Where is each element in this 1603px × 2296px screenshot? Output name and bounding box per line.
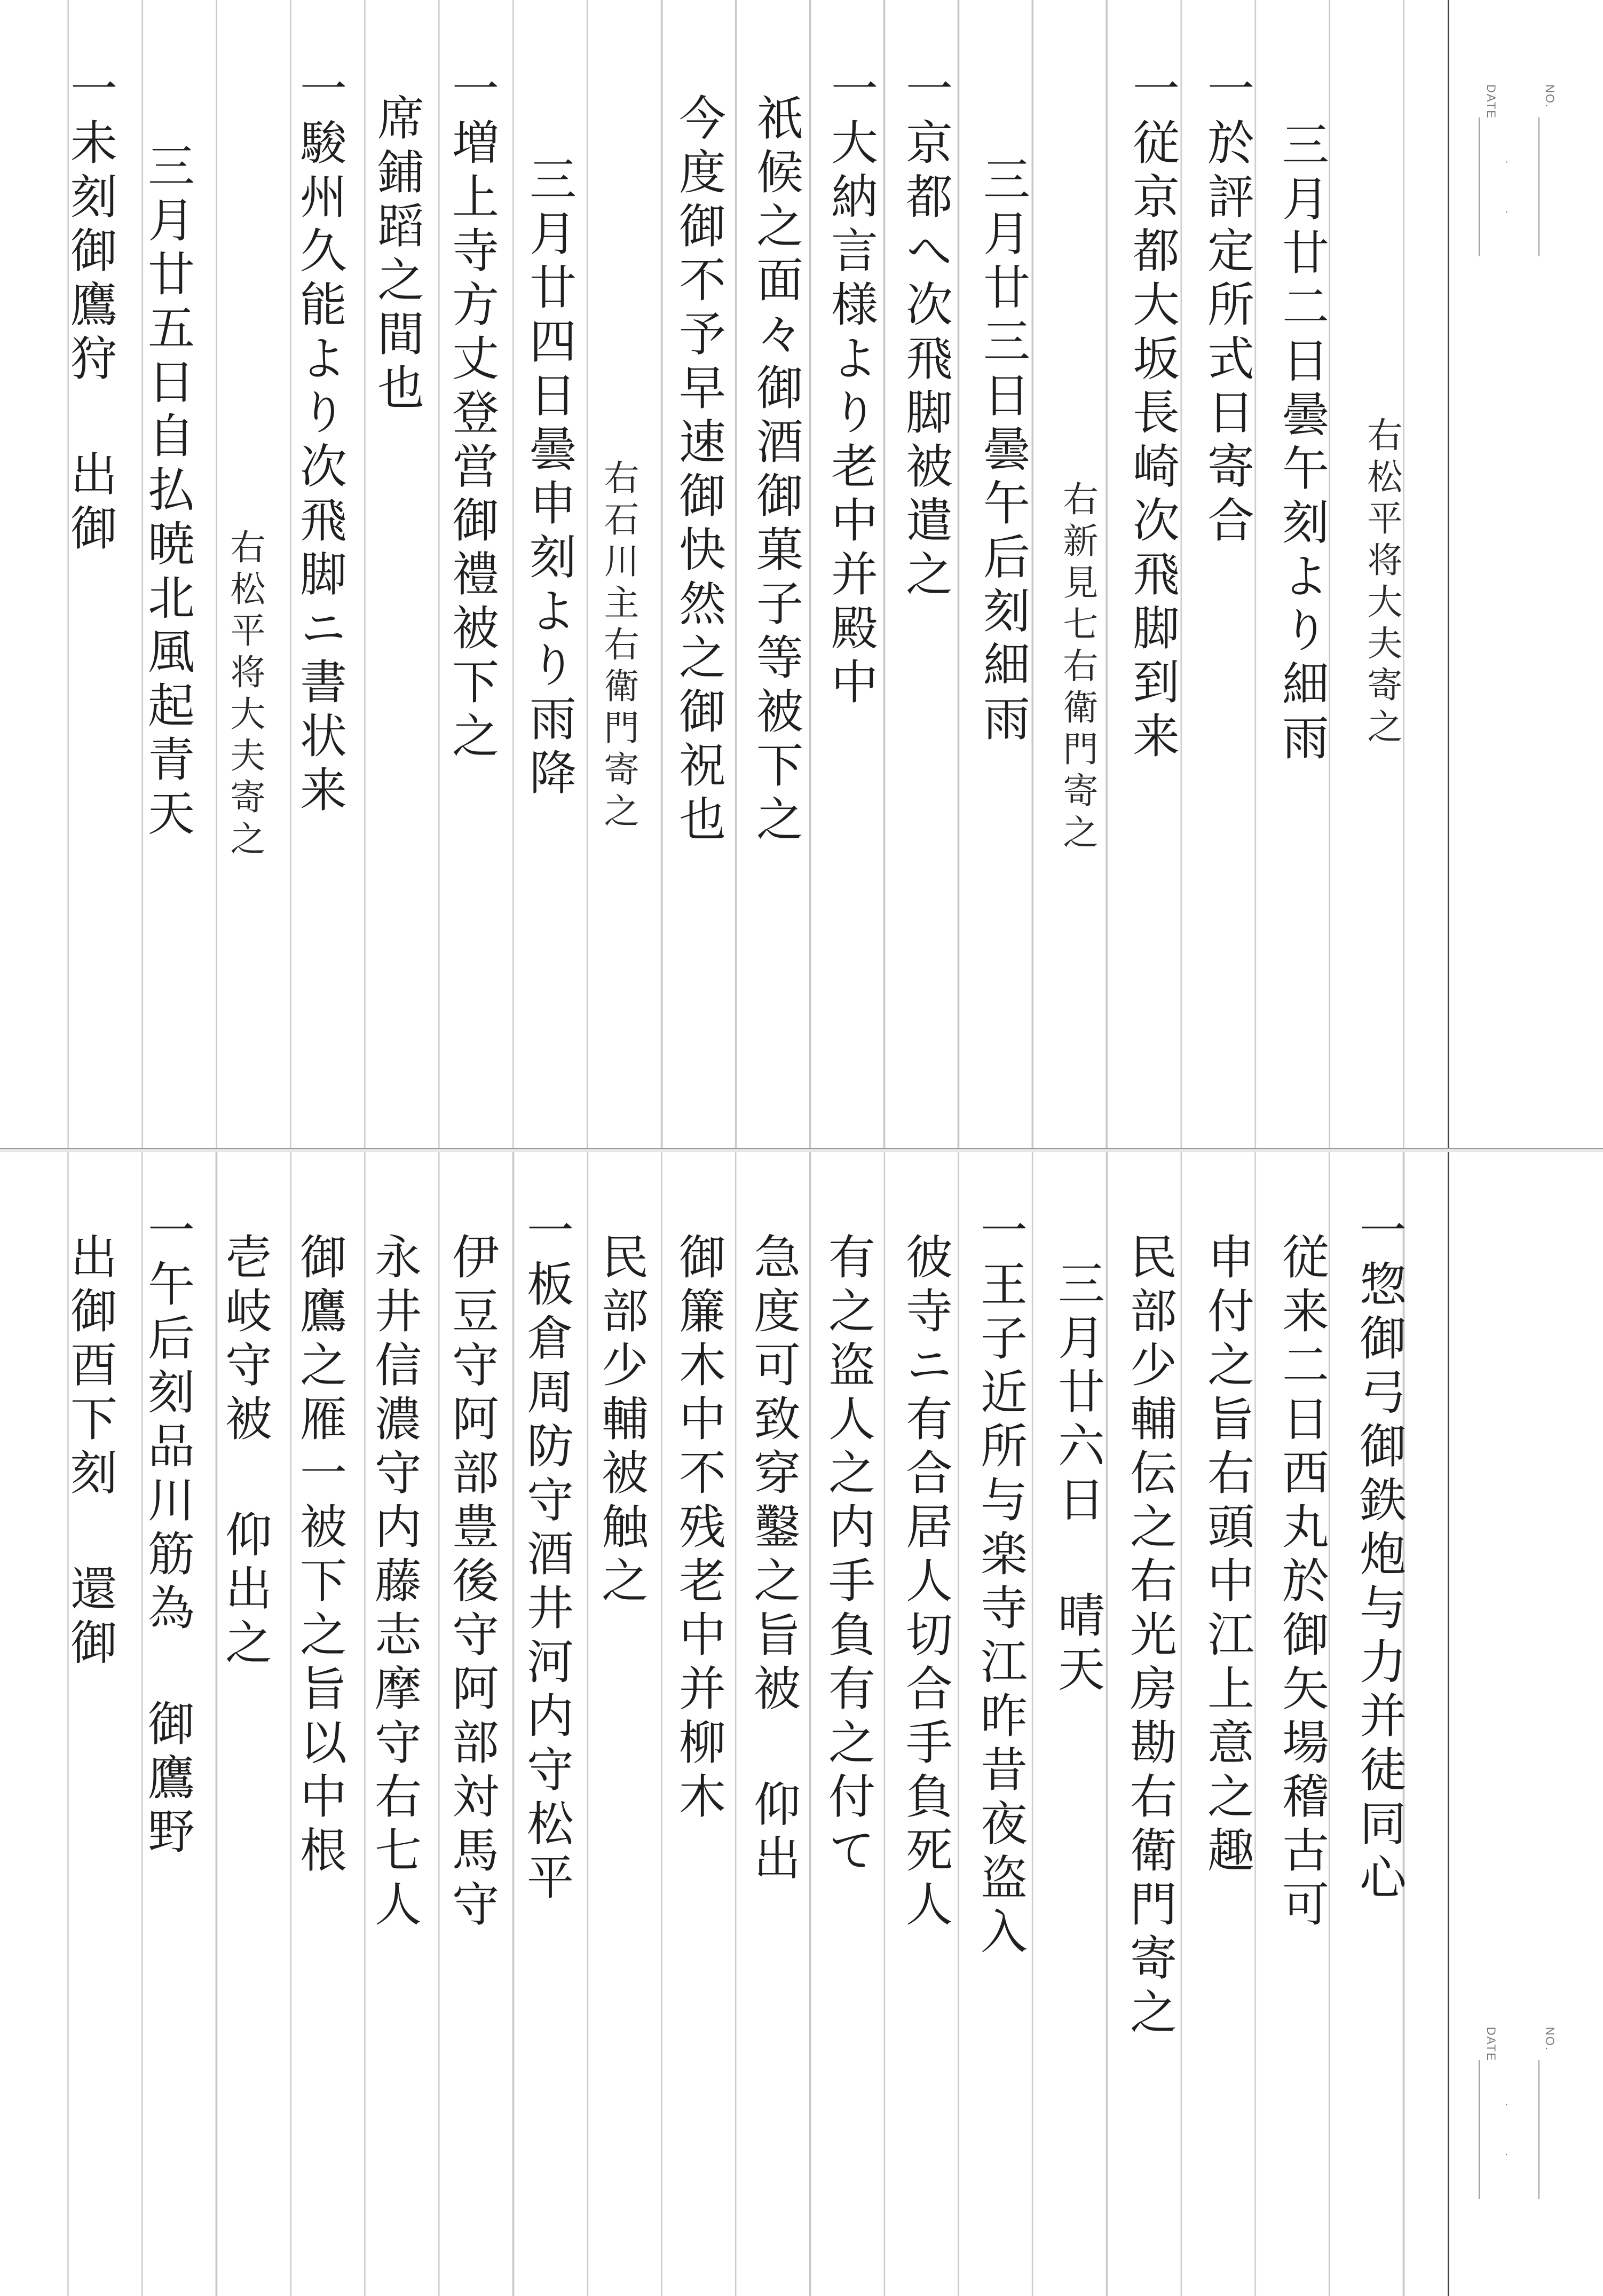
date-dots: · · (1501, 2103, 1514, 2178)
text-line: 一惣御弓御鉄炮与力并徒同心 (1352, 1206, 1407, 1907)
text-line: 民部少輔伝之右光房勘右衛門寄之 (1123, 1232, 1178, 2041)
text-line: 壱岐守被 仰出之 (218, 1232, 273, 1672)
text-line: 一王子近所与楽寺江昨昔夜盗入 (973, 1206, 1028, 1961)
text-line: 右石川主右衛門寄之 (598, 459, 639, 834)
text-line: 彼寺ニ有合居人切合手負死人 (898, 1232, 953, 1933)
text-line: 従来二日西丸於御矢場稽古可 (1275, 1232, 1330, 1933)
text-line: 三月廿二日曇午刻より細雨 (1275, 120, 1330, 767)
text-line: 席鋪蹈之間也 (370, 93, 425, 417)
notebook-page-bottom (0, 1152, 1603, 2296)
text-line: 三月廿三日曇午后刻細雨 (976, 155, 1031, 748)
margin-rule (1448, 1152, 1449, 2296)
date-label: DATE (1484, 84, 1498, 120)
text-line: 急度可致穿鑿之旨被 仰出 (746, 1232, 801, 1888)
text-line: 御鷹之雁一被下之旨以中根 (293, 1232, 348, 1880)
text-line: 伊豆守阿部豊後守阿部対馬守 (445, 1232, 500, 1933)
text-line: 有之盗人之内手負有之付て (821, 1232, 876, 1880)
text-line: 一午后刻品川筋為 御鷹野 (140, 1206, 195, 1861)
no-write-line (1538, 2060, 1539, 2199)
date-dots: · · (1501, 160, 1514, 235)
text-line: 一大納言様より老中并殿中 (824, 64, 879, 711)
text-line: 一板倉周防守酒井河内守松平 (519, 1206, 574, 1907)
no-label: NO. (1543, 84, 1557, 109)
margin-rule (1448, 0, 1449, 1148)
date-write-line (1479, 2060, 1480, 2199)
text-line: 祇候之面々御酒御菓子等被下之 (749, 93, 804, 848)
date-write-line (1479, 117, 1480, 256)
text-line: 三月廿五日自払暁北風起青天 (140, 141, 195, 843)
text-line: 一於評定所式日寄合 (1200, 64, 1255, 549)
text-line: 右松平将大夫寄之 (1361, 416, 1402, 750)
text-line: 一増上寺方丈登営御禮被下之 (445, 64, 500, 765)
text-line: 永井信濃守内藤志摩守右七人 (367, 1232, 422, 1933)
text-line: 右新見七右衛門寄之 (1057, 481, 1098, 855)
text-line: 三月廿六日 晴天 (1051, 1259, 1105, 1699)
text-line: 民部少輔被触之 (594, 1232, 649, 1610)
page-header (1463, 80, 1596, 256)
text-line: 出御酉下刻 還御 (63, 1232, 118, 1672)
no-label: NO. (1543, 2027, 1557, 2051)
no-write-line (1538, 117, 1539, 256)
text-line: 申付之旨右頭中江上意之趣 (1200, 1232, 1255, 1880)
text-line: 三月廿四日曇申刻より雨降 (522, 155, 577, 802)
text-line: 一未刻御鷹狩 出御 (63, 64, 118, 557)
text-line: 一従京都大坂長崎次飛脚到来 (1125, 64, 1180, 765)
date-label: DATE (1484, 2027, 1498, 2062)
text-line: 今度御不予早速御快然之御祝也 (672, 93, 727, 848)
text-line: 一駿州久能より次飛脚ニ書状来 (293, 64, 348, 819)
text-line: 御簾木中不残老中并柳木 (672, 1232, 727, 1826)
text-line: 右松平将大夫寄之 (224, 529, 265, 862)
page-header (1463, 2023, 1596, 2199)
text-line: 一京都へ次飛脚被遣之 (898, 64, 953, 603)
